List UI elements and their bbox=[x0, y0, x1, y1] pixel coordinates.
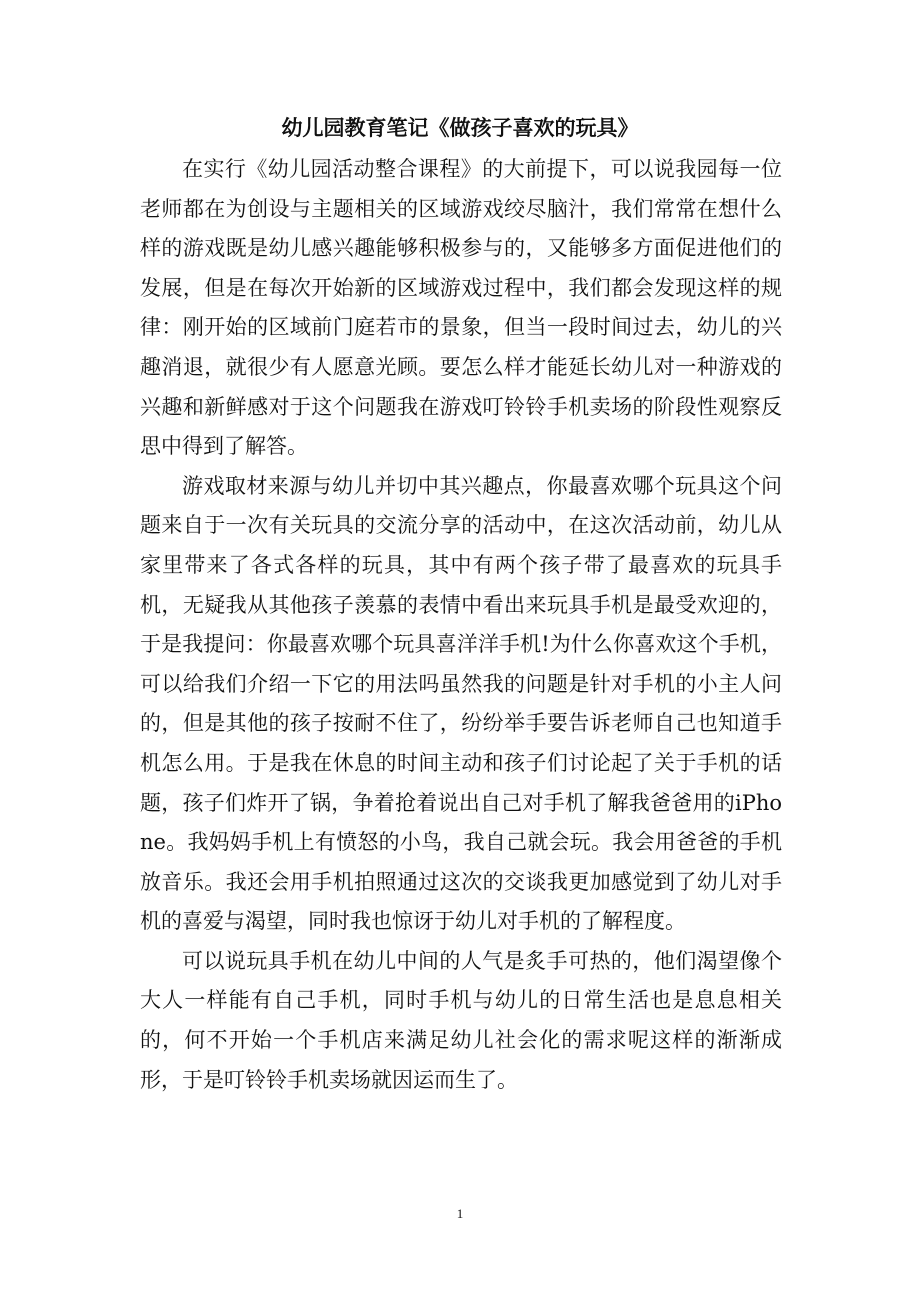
paragraph-3: 可以说玩具手机在幼儿中间的人气是炙手可热的，他们渴望像个大人一样能有自己手机，同时手机与幼儿的日常生活也是息息相关的，何不开始一个手机店来满足幼儿社会化的需求呢这样的渐渐成形，于是叮铃铃手机卖场就因运而生了。 bbox=[140, 948, 782, 1092]
paragraph-2: 游戏取材来源与幼儿并切中其兴趣点，你最喜欢哪个玩具这个问题来自于一次有关玩具的交流分享的活动中，在这次活动前，幼儿从家里带来了各式各样的玩具，其中有两个孩子带了最喜欢的玩具手机，无疑我从其他孩子羡慕的表情中看出来玩具手机是最受欢迎的，于是我提问：你最喜欢哪个玩具喜洋洋手机!为什么你喜欢这个手机，可以给我们介绍一下它的用法吗虽然我的问题是针对手机的小主人问的，但是其他的孩子按耐不住了，纷纷举手要告诉老师自己也知道手机怎么用。于是我在休息的时间主动和孩子们讨论起了关于手机的话题，孩子们炸开了锅，争着抢着说出自己对手机了解我爸爸用的iPhone。我妈妈手机上有愤怒的小鸟，我自己就会玩。我会用爸爸的手机放音乐。我还会用手机拍照通过这次的交谈我更加感觉到了幼儿对手机的喜爱与渴望，同时我也惊讶于幼儿对手机的了解程度。 bbox=[140, 473, 782, 934]
paragraph-1: 在实行《幼儿园活动整合课程》的大前提下，可以说我园每一位老师都在为创设与主题相关的区域游戏绞尽脑汁，我们常常在想什么样的游戏既是幼儿感兴趣能够积极参与的，又能够多方面促进他们的发展，但是在每次开始新的区域游戏过程中，我们都会发现这样的规律：刚开始的区域前门庭若市的景象，但当一段时间过去，幼儿的兴趣消退，就很少有人愿意光顾。要怎么样才能延长幼儿对一种游戏的兴趣和新鲜感对于这个问题我在游戏叮铃铃手机卖场的阶段性观察反思中得到了解答。 bbox=[140, 157, 782, 459]
document-body bbox=[140, 150, 782, 1100]
document-title: 幼儿园教育笔记《做孩子喜欢的玩具》 bbox=[281, 115, 639, 140]
page-number: 1 bbox=[456, 1206, 464, 1221]
